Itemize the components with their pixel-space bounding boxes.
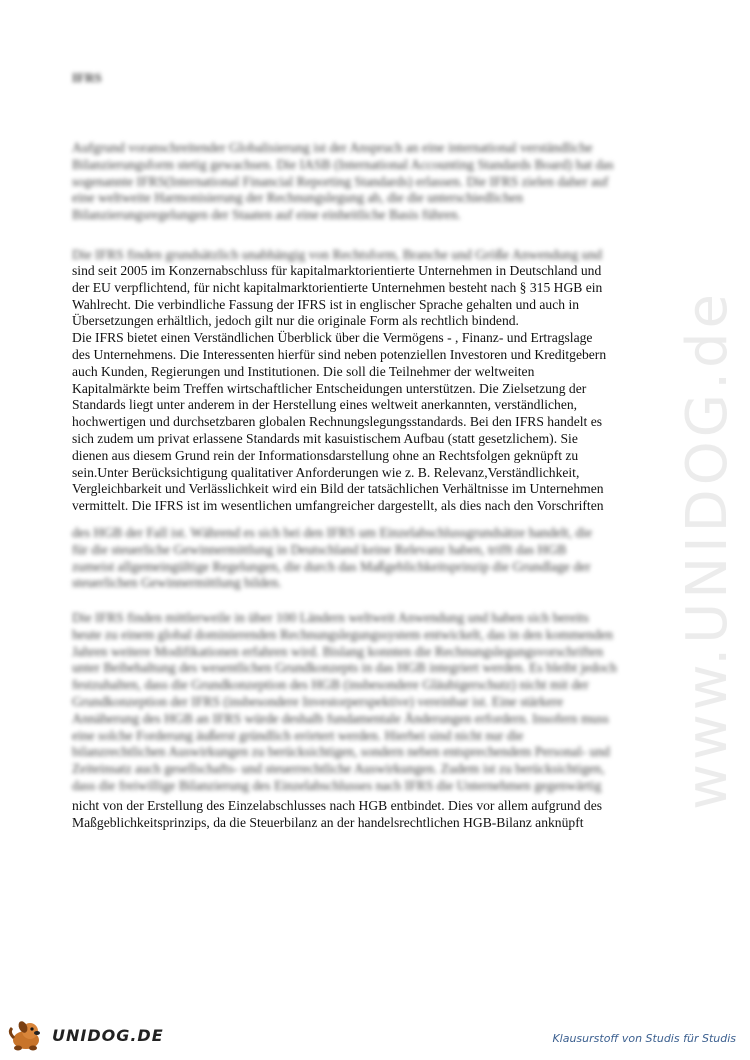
paragraph-body-blurred-bottom — [72, 525, 692, 592]
text-line: bilanzrechtlichen Auswirkungen zu berücksichtigen, sondern neben entsprechendem Personal- und — [72, 744, 610, 760]
text-line: auch Kunden, Regierungen und Institutionen. Die soll die Teilnehmer der weltweiten — [72, 363, 535, 379]
text-line: Bilanzierungsregelungen der Staaten auf eine einheitliche Basis führen. — [72, 207, 461, 223]
text-line: sich zudem um privat erlassene Standards mit kasuistischem Aufbau (statt gesetzlichem). Sie — [72, 430, 578, 446]
text-line: sind seit 2005 im Konzernabschluss für kapitalmarktorientierte Unternehmen in Deutschland und — [72, 263, 602, 278]
text-line: vermittelt. Die IFRS ist im wesentlichen umfangreicher dargestellt, als dies nach den Vorschriften — [72, 498, 604, 514]
text-line: Die IFRS finden mittlerweile in über 100 Ländern weltweit Anwendung und haben sich bereits — [72, 610, 589, 625]
text-line: dass die freiwillige Bilanzierung des Einzelabschlusses nach IFRS die Unternehmen gegenwärtig — [72, 777, 602, 793]
text-line: steuerlichen Gewinnermittlung bilden. — [72, 575, 282, 591]
paragraph-body-visible — [72, 263, 692, 515]
text-line: dienen aus diesem Grund rein der Informationsdarstellung ohne an Rechtsfolgen geknüpft zu — [72, 447, 579, 463]
text-line: hochwertigen und durchsetzbaren globalen Rechnungslegungsstandards. Bei den IFRS handelt es — [72, 414, 603, 430]
text-line: Jahren weitere Modifikationen erfahren wird. Bislang konnten die Rechnungslegungsvorschriften — [72, 643, 604, 659]
text-line: der EU verpflichtend, für nicht kapitalmarktorientierte Unternehmen besteht nach § 315 HGB ein — [72, 279, 603, 295]
text-line: des HGB der Fall ist. Während es sich bei den IFRS um Einzelabschlussgrundsätze handelt, die — [72, 525, 592, 540]
text-line: Kapitalmärkte beim Treffen wirtschaftlicher Entscheidungen unterstützen. Die Zielsetzung der — [72, 380, 587, 396]
text-line: eine solche Forderung äußerst gründlich erörtert werden. Hierbei sind nicht nur die — [72, 727, 524, 743]
text-line: Die IFRS bietet einen Verständlichen Überblick über die Vermögens - , Finanz- und Ertragslage — [72, 330, 593, 346]
text-line: des Unternehmens. Die Interessenten hierfür sind neben potenziellen Investoren und Kreditgebern — [72, 346, 607, 362]
watermark-text: www.UNIDOG.de — [675, 290, 740, 810]
dog-mascot-icon — [6, 1018, 50, 1052]
text-line: Annäherung des HGB an IFRS würde deshalb fundamentale Änderungen erfordern. Insofern muss — [72, 710, 609, 726]
text-line: nicht von der Erstellung des Einzelabschlusses nach HGB entbindet. Dies vor allem aufgrund des — [72, 798, 603, 813]
paragraph-outlook-visible — [72, 798, 692, 832]
text-line: Maßgeblichkeitsprinzips, da die Steuerbilanz an der handelsrechtlichen HGB-Bilanz anknüpft — [72, 814, 584, 830]
text-line: Wahlrecht. Die verbindliche Fassung der IFRS ist in englischer Sprache gehalten und auch in — [72, 296, 580, 312]
text-line: festzuhalten, dass die Grundkonzeption des HGB (insbesondere Gläubigerschutz) nicht mit der — [72, 677, 589, 693]
unidog-logo[interactable] — [6, 1018, 164, 1052]
text-line: heute zu einem global dominierenden Rechnungslegungssystem entwickelt, das in den kommenden — [72, 626, 613, 642]
text-line: Aufgrund voranschreitender Globalisierung ist der Anspruch an eine international verständliche — [72, 140, 593, 155]
text-line: Bilanzierungsform stetig gewachsen. Die IASB (International Accounting Standards Board) hat das — [72, 156, 614, 172]
paragraph-outlook-blurred — [72, 610, 692, 795]
text-line: sein.Unter Berücksichtigung qualitativer Anforderungen wie z. B. Relevanz,Verständlichkeit, — [72, 464, 580, 480]
footer-tagline: Klausurstoff von Studis für Studis — [552, 1032, 736, 1045]
paragraph-body-blurred-top — [72, 247, 692, 264]
text-line: eine weltweite Harmonisierung der Rechnungslegung ab, die die unterschiedlichen — [72, 190, 524, 206]
text-line: unter Beibehaltung des wesentlichen Grundkonzepts in das HGB integriert werden. Es bleibt jedoch — [72, 660, 617, 676]
document-title: IFRS — [72, 70, 102, 85]
paragraph-intro-blurred — [72, 140, 692, 224]
text-line: Die IFRS finden grundsätzlich unabhängig von Rechtsform, Branche und Größe Anwendung und — [72, 247, 603, 262]
text-line: Vergleichbarkeit und Verlässlichkeit wird ein Bild der tatsächlichen Verhältnisse im Unternehmen — [72, 481, 604, 497]
text-line: Zeiteinsatz auch gesellschafts- und steuerrechtliche Auswirkungen. Zudem ist zu berücksichtigen, — [72, 761, 605, 777]
text-line: für die steuerliche Gewinnermittlung in Deutschland keine Relevanz haben, trifft das HGB — [72, 541, 567, 557]
text-line: Standards liegt unter anderem in der Herstellung eines weltweit anerkannten, verständlichen, — [72, 397, 578, 413]
text-line: zumeist allgemeingültige Regelungen, die durch das Maßgeblichkeitsprinzip die Grundlage der — [72, 558, 591, 574]
text-line: Grundkonzeption der IFRS (insbesondere Investorperspektive) vereinbar ist. Eine stärkere — [72, 693, 564, 709]
text-line: sogenannte IFRS(International Financial Reporting Standards) erlassen. Die IFRS zielen daher auf — [72, 173, 609, 189]
logo-wordmark: UNIDOG.DE — [52, 1025, 164, 1045]
text-line: Übersetzungen erhältlich, jedoch gilt nur die originale Form als rechtlich bindend. — [72, 313, 519, 329]
